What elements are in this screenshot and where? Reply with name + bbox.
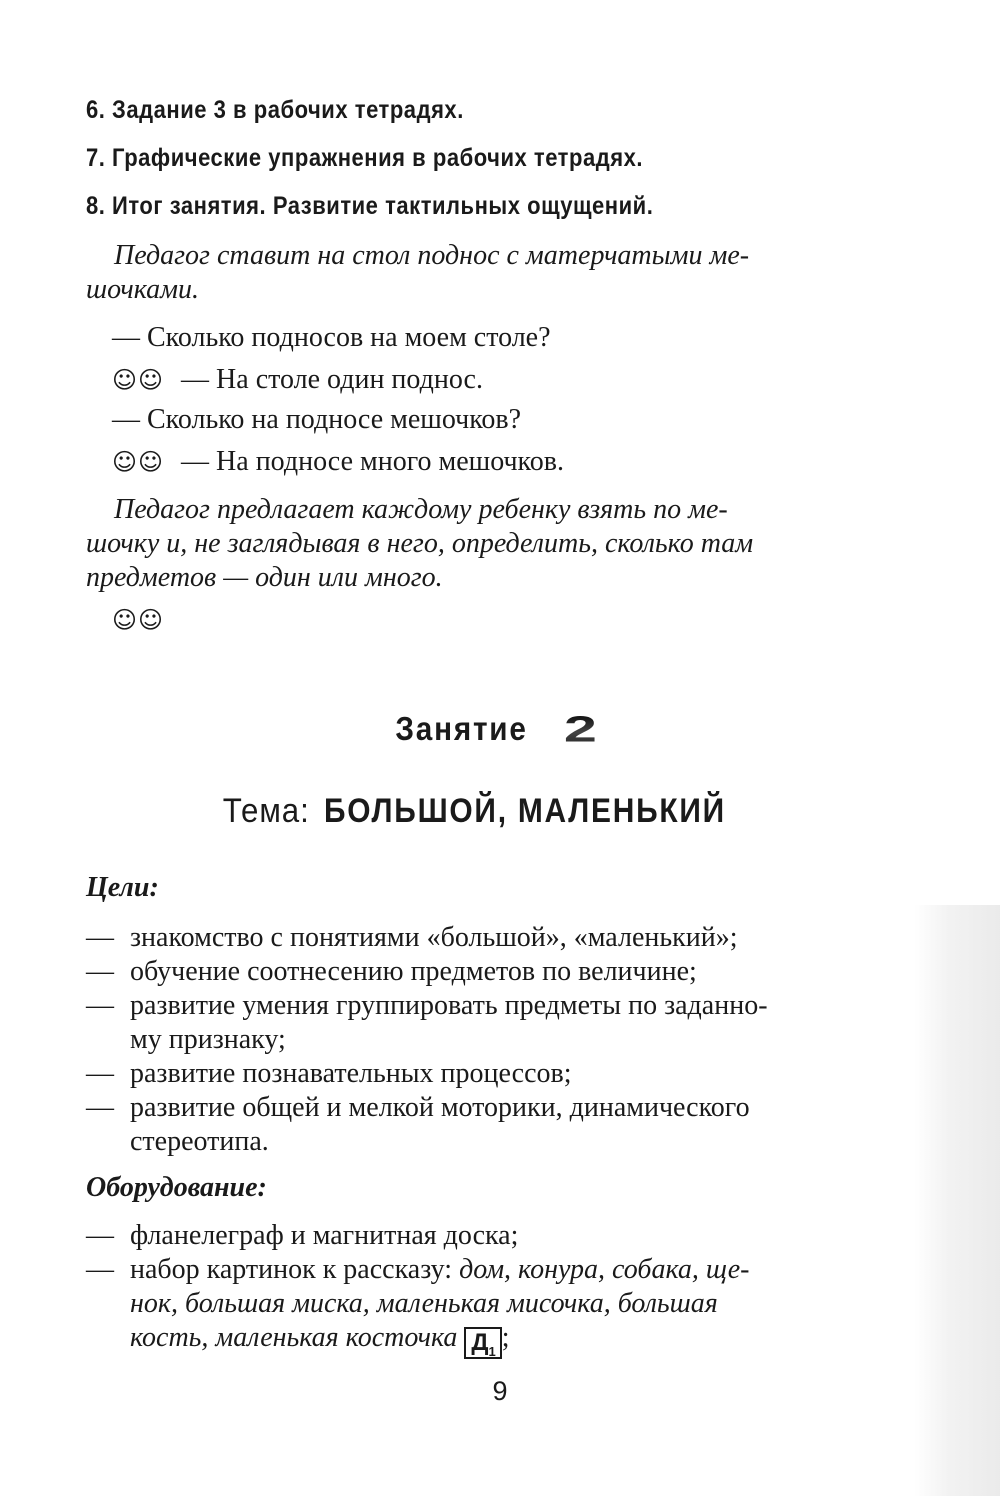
instruction-1-line-2: шочками. bbox=[86, 274, 200, 305]
list-dash: — bbox=[86, 1058, 114, 1089]
dialogue-line bbox=[112, 446, 564, 478]
equipment-text: набор картинок к рассказу: bbox=[130, 1254, 453, 1285]
list-dash: — bbox=[86, 1220, 114, 1251]
list-dash: — bbox=[86, 990, 114, 1021]
task-7: 7. Графические упражнения в рабочих тетрадях. bbox=[86, 144, 643, 172]
task-8: 8. Итог занятия. Развитие тактильных ощущений. bbox=[86, 192, 654, 220]
goal-item-continuation: му признаку; bbox=[130, 1024, 286, 1055]
list-dash: — bbox=[86, 922, 114, 953]
list-dash: — bbox=[86, 1254, 114, 1285]
dialogue-text: — На столе один поднос. bbox=[181, 364, 483, 395]
dialogue-text: — Сколько на подносе мешочков? bbox=[112, 404, 522, 435]
page-number: 9 bbox=[492, 1376, 508, 1406]
list-dash: — bbox=[86, 1092, 114, 1123]
goal-item: знакомство с понятиями «большой», «маленький»; bbox=[130, 922, 738, 953]
goal-item-continuation: стереотипа. bbox=[130, 1126, 269, 1157]
equipment-heading: Оборудование: bbox=[86, 1172, 267, 1203]
equipment-pictures: дом, конура, собака, ще- bbox=[459, 1254, 750, 1285]
goals-heading: Цели: bbox=[86, 872, 159, 903]
instruction-2-line-3: предметов — один или много. bbox=[86, 562, 443, 593]
appendix-index: 1 bbox=[488, 1343, 496, 1359]
equipment-pictures-continuation: нок, большая миска, маленькая мисочка, большая bbox=[130, 1288, 718, 1319]
equipment-pictures-end: кость, маленькая косточка bbox=[130, 1322, 458, 1353]
theme-label: Тема: bbox=[222, 792, 310, 830]
instruction-2-line-1: Педагог предлагает каждому ребенку взять по ме- bbox=[114, 494, 728, 525]
goal-item: развитие общей и мелкой моторики, динамического bbox=[130, 1092, 750, 1123]
goal-item: развитие умения группировать предметы по заданно- bbox=[130, 990, 768, 1021]
lesson-theme bbox=[0, 792, 1000, 831]
dialogue-line bbox=[112, 404, 521, 436]
page-edge-shadow bbox=[914, 905, 1000, 1496]
dialogue-text: — Сколько подносов на моем столе? bbox=[112, 322, 551, 353]
task-6: 6. Задание 3 в рабочих тетрадях. bbox=[86, 96, 464, 124]
equipment-item bbox=[130, 1254, 749, 1286]
instruction-1-line-1: Педагог ставит на стол поднос с матерчатыми ме- bbox=[114, 240, 750, 271]
smiley-icon: ☺☺ bbox=[112, 448, 165, 476]
appendix-letter: Д bbox=[471, 1329, 489, 1356]
dialogue-text: — На подносе много мешочков. bbox=[181, 446, 564, 477]
lesson-label: Занятие bbox=[395, 710, 528, 747]
goal-item: развитие познавательных процессов; bbox=[130, 1058, 572, 1089]
lesson-number-text: 2 bbox=[563, 710, 597, 746]
lesson-number bbox=[548, 708, 612, 750]
dialogue-line bbox=[112, 322, 551, 354]
theme-value: БОЛЬШОЙ, МАЛЕНЬКИЙ bbox=[324, 792, 727, 830]
smiley-icon: ☺☺ bbox=[112, 366, 165, 394]
equipment-item-last bbox=[130, 1322, 510, 1359]
dialogue-line bbox=[112, 364, 483, 396]
lesson-number-graphic bbox=[548, 708, 612, 746]
goal-item: обучение соотнесению предметов по величине; bbox=[130, 956, 697, 987]
equipment-item: фланелеграф и магнитная доска; bbox=[130, 1220, 519, 1251]
line-end-punctuation: ; bbox=[501, 1322, 510, 1353]
smiley-icon: ☺☺ bbox=[112, 606, 165, 634]
instruction-2-line-2: шочку и, не заглядывая в него, определить, сколько там bbox=[86, 528, 754, 559]
lesson-title bbox=[0, 708, 1000, 750]
list-dash: — bbox=[86, 956, 114, 987]
appendix-reference-box bbox=[464, 1327, 501, 1359]
